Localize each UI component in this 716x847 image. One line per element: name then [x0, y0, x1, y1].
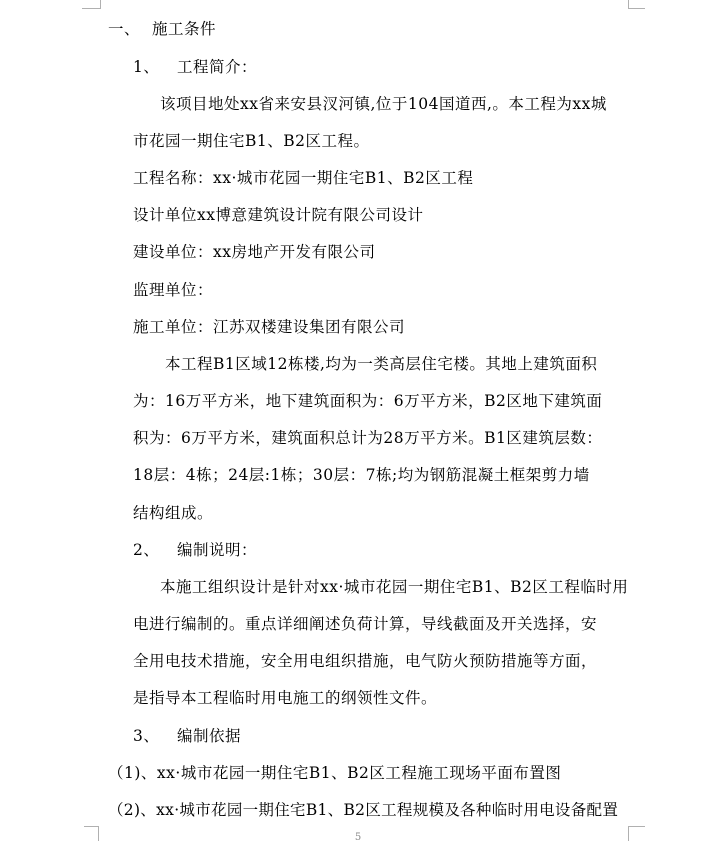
subsection-number: 2、 — [133, 541, 160, 559]
margin-corner-mark — [628, 0, 645, 9]
paragraph-line: 电进行编制的。重点详细阐述负荷计算，导线截面及开关选择，安 — [133, 615, 598, 633]
contractor-unit-line: 施工单位：江苏双楼建设集团有限公司 — [133, 318, 406, 336]
section-title: 施工条件 — [152, 20, 217, 38]
paragraph-line: 积为：6万平方米，建筑面积总计为28万平方米。B1区建筑层数： — [133, 429, 603, 447]
subsection-title: 编制说明： — [177, 541, 258, 559]
paragraph-line: 全用电技术措施，安全用电组织措施，电气防火预防措施等方面， — [133, 652, 598, 670]
subsection-title: 编制依据 — [177, 727, 242, 745]
subsection-title: 工程简介： — [177, 58, 258, 76]
section-heading-1 — [108, 18, 216, 40]
supervisor-unit-line: 监理单位： — [133, 281, 214, 299]
paragraph-line: 本工程B1区域12栋楼,均为一类高层住宅楼。其地上建筑面积 — [165, 355, 598, 373]
paragraph-line: 市花园一期住宅B1、B2区工程。 — [133, 132, 370, 150]
paragraph-line: 是指导本工程临时用电施工的纲领性文件。 — [133, 689, 438, 707]
paragraph-line: 结构组成。 — [133, 504, 214, 522]
subsection-number: 1、 — [133, 58, 160, 76]
builder-unit-line: 建设单位：xx房地产开发有限公司 — [133, 243, 376, 261]
paragraph-line: 本施工组织设计是针对xx·城市花园一期住宅B1、B2区工程临时用 — [160, 578, 629, 596]
basis-item: （2)、xx·城市花园一期住宅B1、B2区工程规模及各种临时用电设备配置 — [108, 801, 619, 819]
page-number: 5 — [354, 832, 362, 843]
design-unit-line: 设计单位xx博意建筑设计院有限公司设计 — [133, 206, 424, 224]
paragraph-line: 该项目地处xx省来安县汊河镇,位于104国道西,。本工程为xx城 — [160, 95, 607, 113]
paragraph-line: 为：16万平方米，地下建筑面积为：6万平方米，B2区地下建筑面 — [133, 392, 603, 410]
subsection-heading-1 — [133, 56, 257, 78]
subsection-heading-2 — [133, 539, 257, 561]
paragraph-line: 18层：4栋；24层:1栋；30层：7栋;均为钢筋混凝土框架剪力墙 — [133, 466, 590, 484]
subsection-heading-3 — [133, 725, 241, 747]
section-number: 一、 — [108, 20, 141, 38]
margin-corner-mark — [82, 0, 101, 9]
subsection-number: 3、 — [133, 727, 160, 745]
basis-item: （1)、xx·城市花园一期住宅B1、B2区工程施工现场平面布置图 — [108, 764, 562, 782]
project-name-line: 工程名称：xx·城市花园一期住宅B1、B2区工程 — [133, 169, 474, 187]
